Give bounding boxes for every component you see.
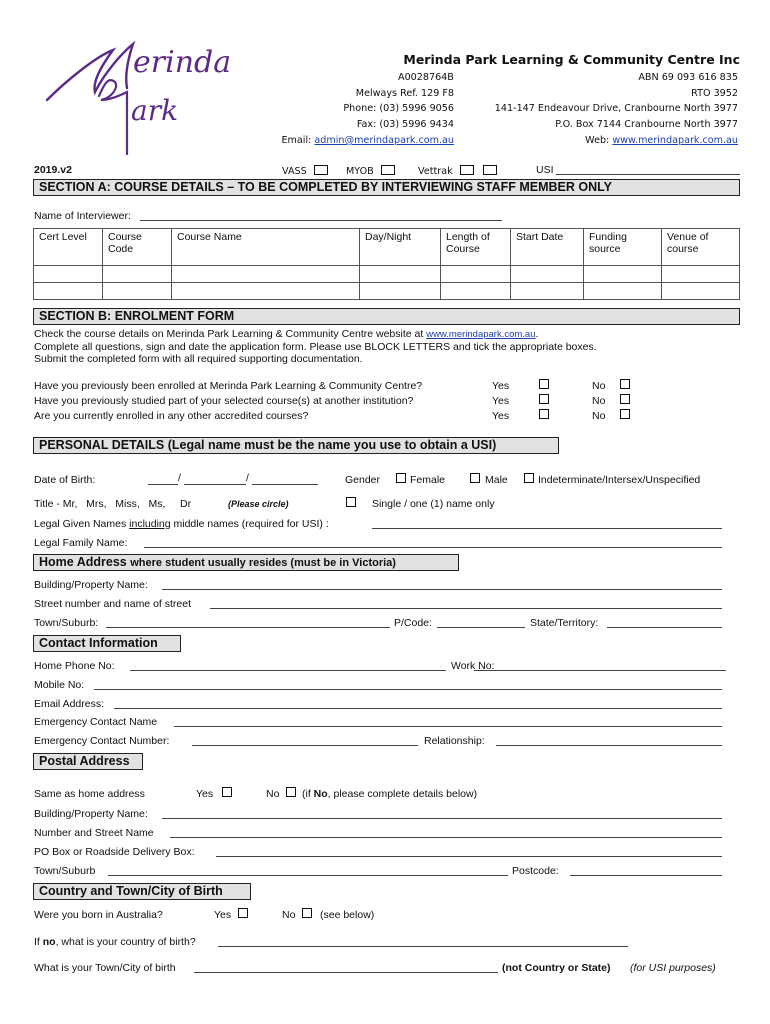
org-email-row bbox=[282, 135, 455, 146]
col-start-date: Start Date bbox=[511, 229, 584, 266]
q1-yes-checkbox[interactable] bbox=[539, 379, 549, 389]
q3-yes-checkbox[interactable] bbox=[539, 409, 549, 419]
home-building-field[interactable] bbox=[162, 589, 722, 590]
q1-no-label: No bbox=[592, 380, 606, 392]
interviewer-label: Name of Interviewer: bbox=[34, 210, 131, 222]
gender-label: Gender bbox=[345, 474, 381, 486]
section-b-heading: SECTION B: ENROLMENT FORM bbox=[33, 308, 740, 325]
org-phone: Phone: (03) 5996 9056 bbox=[343, 103, 454, 114]
intro-line-3: Submit the completed form with all required supporting documentation. bbox=[34, 353, 363, 365]
org-email-link[interactable]: admin@merindapark.com.au bbox=[314, 135, 454, 146]
dob-separator-2: / bbox=[246, 472, 249, 484]
home-state-field[interactable] bbox=[607, 627, 722, 628]
postal-postcode-field[interactable] bbox=[570, 875, 722, 876]
postal-if-text: (if bbox=[302, 788, 311, 800]
vass-label: VASS bbox=[282, 166, 307, 177]
postal-town-label: Town/Suburb bbox=[34, 865, 96, 877]
course-row-1[interactable] bbox=[34, 266, 740, 283]
logo-word-merinda: erinda bbox=[133, 45, 232, 80]
q2-yes-label: Yes bbox=[492, 395, 510, 407]
q1-no-checkbox[interactable] bbox=[620, 379, 630, 389]
postal-building-label: Building/Property Name: bbox=[34, 808, 148, 820]
title-options[interactable]: Title - Mr, Mrs, Miss, Ms, Dr bbox=[34, 498, 192, 510]
postal-heading: Postal Address bbox=[33, 753, 143, 770]
home-address-subtitle: where student usually resides (must be in Victoria) bbox=[130, 557, 396, 569]
mobile-label: Mobile No: bbox=[34, 679, 85, 691]
melways-ref: Melways Ref. 129 F8 bbox=[355, 88, 454, 99]
myob-row bbox=[346, 165, 395, 177]
merinda-park-logo bbox=[35, 22, 255, 162]
relationship-label: Relationship: bbox=[424, 735, 485, 747]
q2-no-label: No bbox=[592, 395, 606, 407]
dob-year-field[interactable] bbox=[252, 484, 318, 485]
q3-yes-label: Yes bbox=[492, 410, 510, 422]
home-building-label: Building/Property Name: bbox=[34, 579, 148, 591]
family-name-label: Legal Family Name: bbox=[34, 537, 128, 549]
gender-female-checkbox[interactable] bbox=[396, 473, 406, 483]
vettrak-label: Vettrak bbox=[418, 166, 453, 177]
postal-yes-checkbox[interactable] bbox=[222, 787, 232, 797]
postal-if-suffix: , please complete details below) bbox=[327, 788, 478, 800]
home-street-label: Street number and name of street bbox=[34, 598, 192, 610]
usi-label: USI bbox=[536, 164, 554, 176]
course-details-table bbox=[33, 228, 740, 300]
emergency-number-field[interactable] bbox=[192, 745, 418, 746]
interviewer-field[interactable] bbox=[140, 220, 502, 221]
country-if-no-bold: no bbox=[42, 936, 56, 948]
single-name-label: Single / one (1) name only bbox=[372, 498, 495, 510]
org-fax: Fax: (03) 5996 9434 bbox=[356, 119, 454, 130]
gender-male-label: Male bbox=[485, 474, 508, 486]
intro-website-link[interactable]: www.merindapark.com.au bbox=[426, 329, 536, 340]
born-in-australia-question: Were you born in Australia? bbox=[34, 909, 163, 921]
col-course-code: Course Code bbox=[103, 229, 172, 266]
postal-pobox-label: PO Box or Roadside Delivery Box: bbox=[34, 846, 195, 858]
see-below-note: (see below) bbox=[320, 909, 375, 921]
question-current-enrolled: Are you currently enrolled in any other accredited courses? bbox=[34, 410, 309, 422]
org-code: A0028764B bbox=[398, 72, 454, 83]
intro-text-1: Check the course details on Merinda Park Learning & Community Centre website at bbox=[34, 328, 424, 340]
myob-checkbox[interactable] bbox=[381, 165, 395, 175]
country-of-birth-field[interactable] bbox=[218, 946, 628, 947]
org-address: 141-147 Endeavour Drive, Cranbourne North 3977 bbox=[494, 103, 738, 114]
vettrak-row bbox=[418, 165, 497, 177]
contact-heading: Contact Information bbox=[33, 635, 181, 652]
org-po-box: P.O. Box 7144 Cranbourne North 3977 bbox=[555, 119, 738, 130]
usi-field[interactable] bbox=[556, 174, 740, 175]
postal-town-field[interactable] bbox=[108, 875, 508, 876]
postal-if-no-note bbox=[302, 788, 477, 800]
dob-month-field[interactable] bbox=[184, 484, 246, 485]
home-phone-field[interactable] bbox=[130, 670, 446, 671]
work-no-field[interactable] bbox=[474, 670, 726, 671]
given-names-including: including bbox=[129, 518, 171, 530]
dob-day-field[interactable] bbox=[148, 484, 178, 485]
country-of-birth-label bbox=[34, 936, 196, 948]
vettrak-checkbox-2[interactable] bbox=[483, 165, 497, 175]
email-address-label: Email Address: bbox=[34, 698, 105, 710]
home-state-label: State/Territory: bbox=[530, 617, 599, 629]
emergency-name-label: Emergency Contact Name bbox=[34, 716, 158, 728]
postal-yes-label: Yes bbox=[196, 788, 214, 800]
org-name: Merinda Park Learning & Community Centre Inc bbox=[403, 52, 740, 67]
town-of-birth-field[interactable] bbox=[194, 972, 498, 973]
dob-separator-1: / bbox=[178, 472, 181, 484]
vass-row bbox=[282, 165, 328, 177]
q3-no-checkbox[interactable] bbox=[620, 409, 630, 419]
please-circle-note: (Please circle) bbox=[228, 499, 289, 509]
question-prev-studied: Have you previously studied part of your selected course(s) at another institution? bbox=[34, 395, 414, 407]
personal-details-heading: PERSONAL DETAILS (Legal name must be the name you use to obtain a USI) bbox=[33, 437, 559, 454]
postal-postcode-label: Postcode: bbox=[512, 865, 559, 877]
given-names-label bbox=[34, 518, 329, 530]
intro-line-1: Check the course details on Merinda Park Learning & Community Centre website at www.merindapark.com.au. bbox=[34, 328, 539, 340]
birth-heading: Country and Town/City of Birth bbox=[33, 883, 251, 900]
q2-no-checkbox[interactable] bbox=[620, 394, 630, 404]
home-address-title: Home Address bbox=[39, 555, 127, 569]
born-yes-checkbox[interactable] bbox=[238, 908, 248, 918]
col-length: Length of Course bbox=[441, 229, 511, 266]
postal-street-label: Number and Street Name bbox=[34, 827, 154, 839]
given-names-field[interactable] bbox=[372, 528, 722, 529]
home-pcode-field[interactable] bbox=[437, 627, 525, 628]
org-web-link[interactable]: www.merindapark.com.au bbox=[612, 135, 738, 146]
q1-yes-label: Yes bbox=[492, 380, 510, 392]
org-web-row bbox=[585, 135, 738, 146]
born-yes-label: Yes bbox=[214, 909, 232, 921]
postal-street-field[interactable] bbox=[170, 837, 722, 838]
course-row-2[interactable] bbox=[34, 283, 740, 300]
dob-label: Date of Birth: bbox=[34, 474, 96, 486]
same-as-home-label: Same as home address bbox=[34, 788, 145, 800]
vass-checkbox[interactable] bbox=[314, 165, 328, 175]
gender-female-label: Female bbox=[410, 474, 446, 486]
q3-no-label: No bbox=[592, 410, 606, 422]
home-town-field[interactable] bbox=[106, 627, 390, 628]
family-name-field[interactable] bbox=[144, 547, 722, 548]
home-street-field[interactable] bbox=[210, 608, 722, 609]
course-table-header bbox=[34, 229, 740, 266]
emergency-number-label: Emergency Contact Number: bbox=[34, 735, 170, 747]
single-name-checkbox[interactable] bbox=[346, 497, 356, 507]
q2-yes-checkbox[interactable] bbox=[539, 394, 549, 404]
web-label: Web: bbox=[585, 135, 610, 146]
org-abn: ABN 69 093 616 835 bbox=[638, 72, 738, 83]
gender-indeterminate-label: Indeterminate/Intersex/Unspecified bbox=[538, 474, 701, 486]
home-phone-label: Home Phone No: bbox=[34, 660, 115, 672]
postal-no-checkbox[interactable] bbox=[286, 787, 296, 797]
mobile-field[interactable] bbox=[94, 689, 722, 690]
not-country-note: (not Country or State) bbox=[502, 962, 611, 974]
logo-word-park: ark bbox=[131, 94, 179, 127]
section-a-heading: SECTION A: COURSE DETAILS – TO BE COMPLETED BY INTERVIEWING STAFF MEMBER ONLY bbox=[33, 179, 740, 196]
home-pcode-label: P/Code: bbox=[394, 617, 432, 629]
col-funding: Funding source bbox=[584, 229, 662, 266]
org-rto: RTO 3952 bbox=[691, 88, 738, 99]
emergency-name-field[interactable] bbox=[174, 726, 722, 727]
col-day-night: Day/Night bbox=[360, 229, 441, 266]
intro-line-2: Complete all questions, sign and date the application form. Please use BLOCK LETTERS and tick the appropriate boxes. bbox=[34, 341, 597, 353]
postal-no-label: No bbox=[266, 788, 280, 800]
myob-label: MYOB bbox=[346, 166, 374, 177]
postal-building-field[interactable] bbox=[162, 818, 722, 819]
col-cert-level: Cert Level bbox=[34, 229, 103, 266]
born-no-checkbox[interactable] bbox=[302, 908, 312, 918]
vettrak-checkbox-1[interactable] bbox=[460, 165, 474, 175]
email-address-field[interactable] bbox=[114, 708, 722, 709]
given-names-suffix: middle names (required for USI) : bbox=[173, 518, 329, 530]
work-no-label: Work No: bbox=[451, 660, 495, 672]
question-prev-enrolled: Have you previously been enrolled at Merinda Park Learning & Community Centre? bbox=[34, 380, 423, 392]
born-no-label: No bbox=[282, 909, 296, 921]
given-names-text: Legal Given Names bbox=[34, 518, 127, 530]
gender-male-checkbox[interactable] bbox=[470, 473, 480, 483]
gender-indeterminate-checkbox[interactable] bbox=[524, 473, 534, 483]
postal-pobox-field[interactable] bbox=[216, 856, 722, 857]
relationship-field[interactable] bbox=[496, 745, 722, 746]
town-of-birth-label: What is your Town/City of birth bbox=[34, 962, 176, 974]
home-town-label: Town/Suburb: bbox=[34, 617, 99, 629]
country-if-text: If bbox=[34, 936, 40, 948]
usi-purposes-note: (for USI purposes) bbox=[630, 962, 716, 974]
country-if-suffix: , what is your country of birth? bbox=[55, 936, 196, 948]
home-address-heading bbox=[33, 554, 459, 571]
form-version: 2019.v2 bbox=[34, 164, 72, 176]
postal-if-no-bold: No bbox=[313, 788, 328, 800]
email-label: Email: bbox=[281, 135, 312, 146]
col-course-name: Course Name bbox=[172, 229, 360, 266]
col-venue: Venue of course bbox=[662, 229, 740, 266]
